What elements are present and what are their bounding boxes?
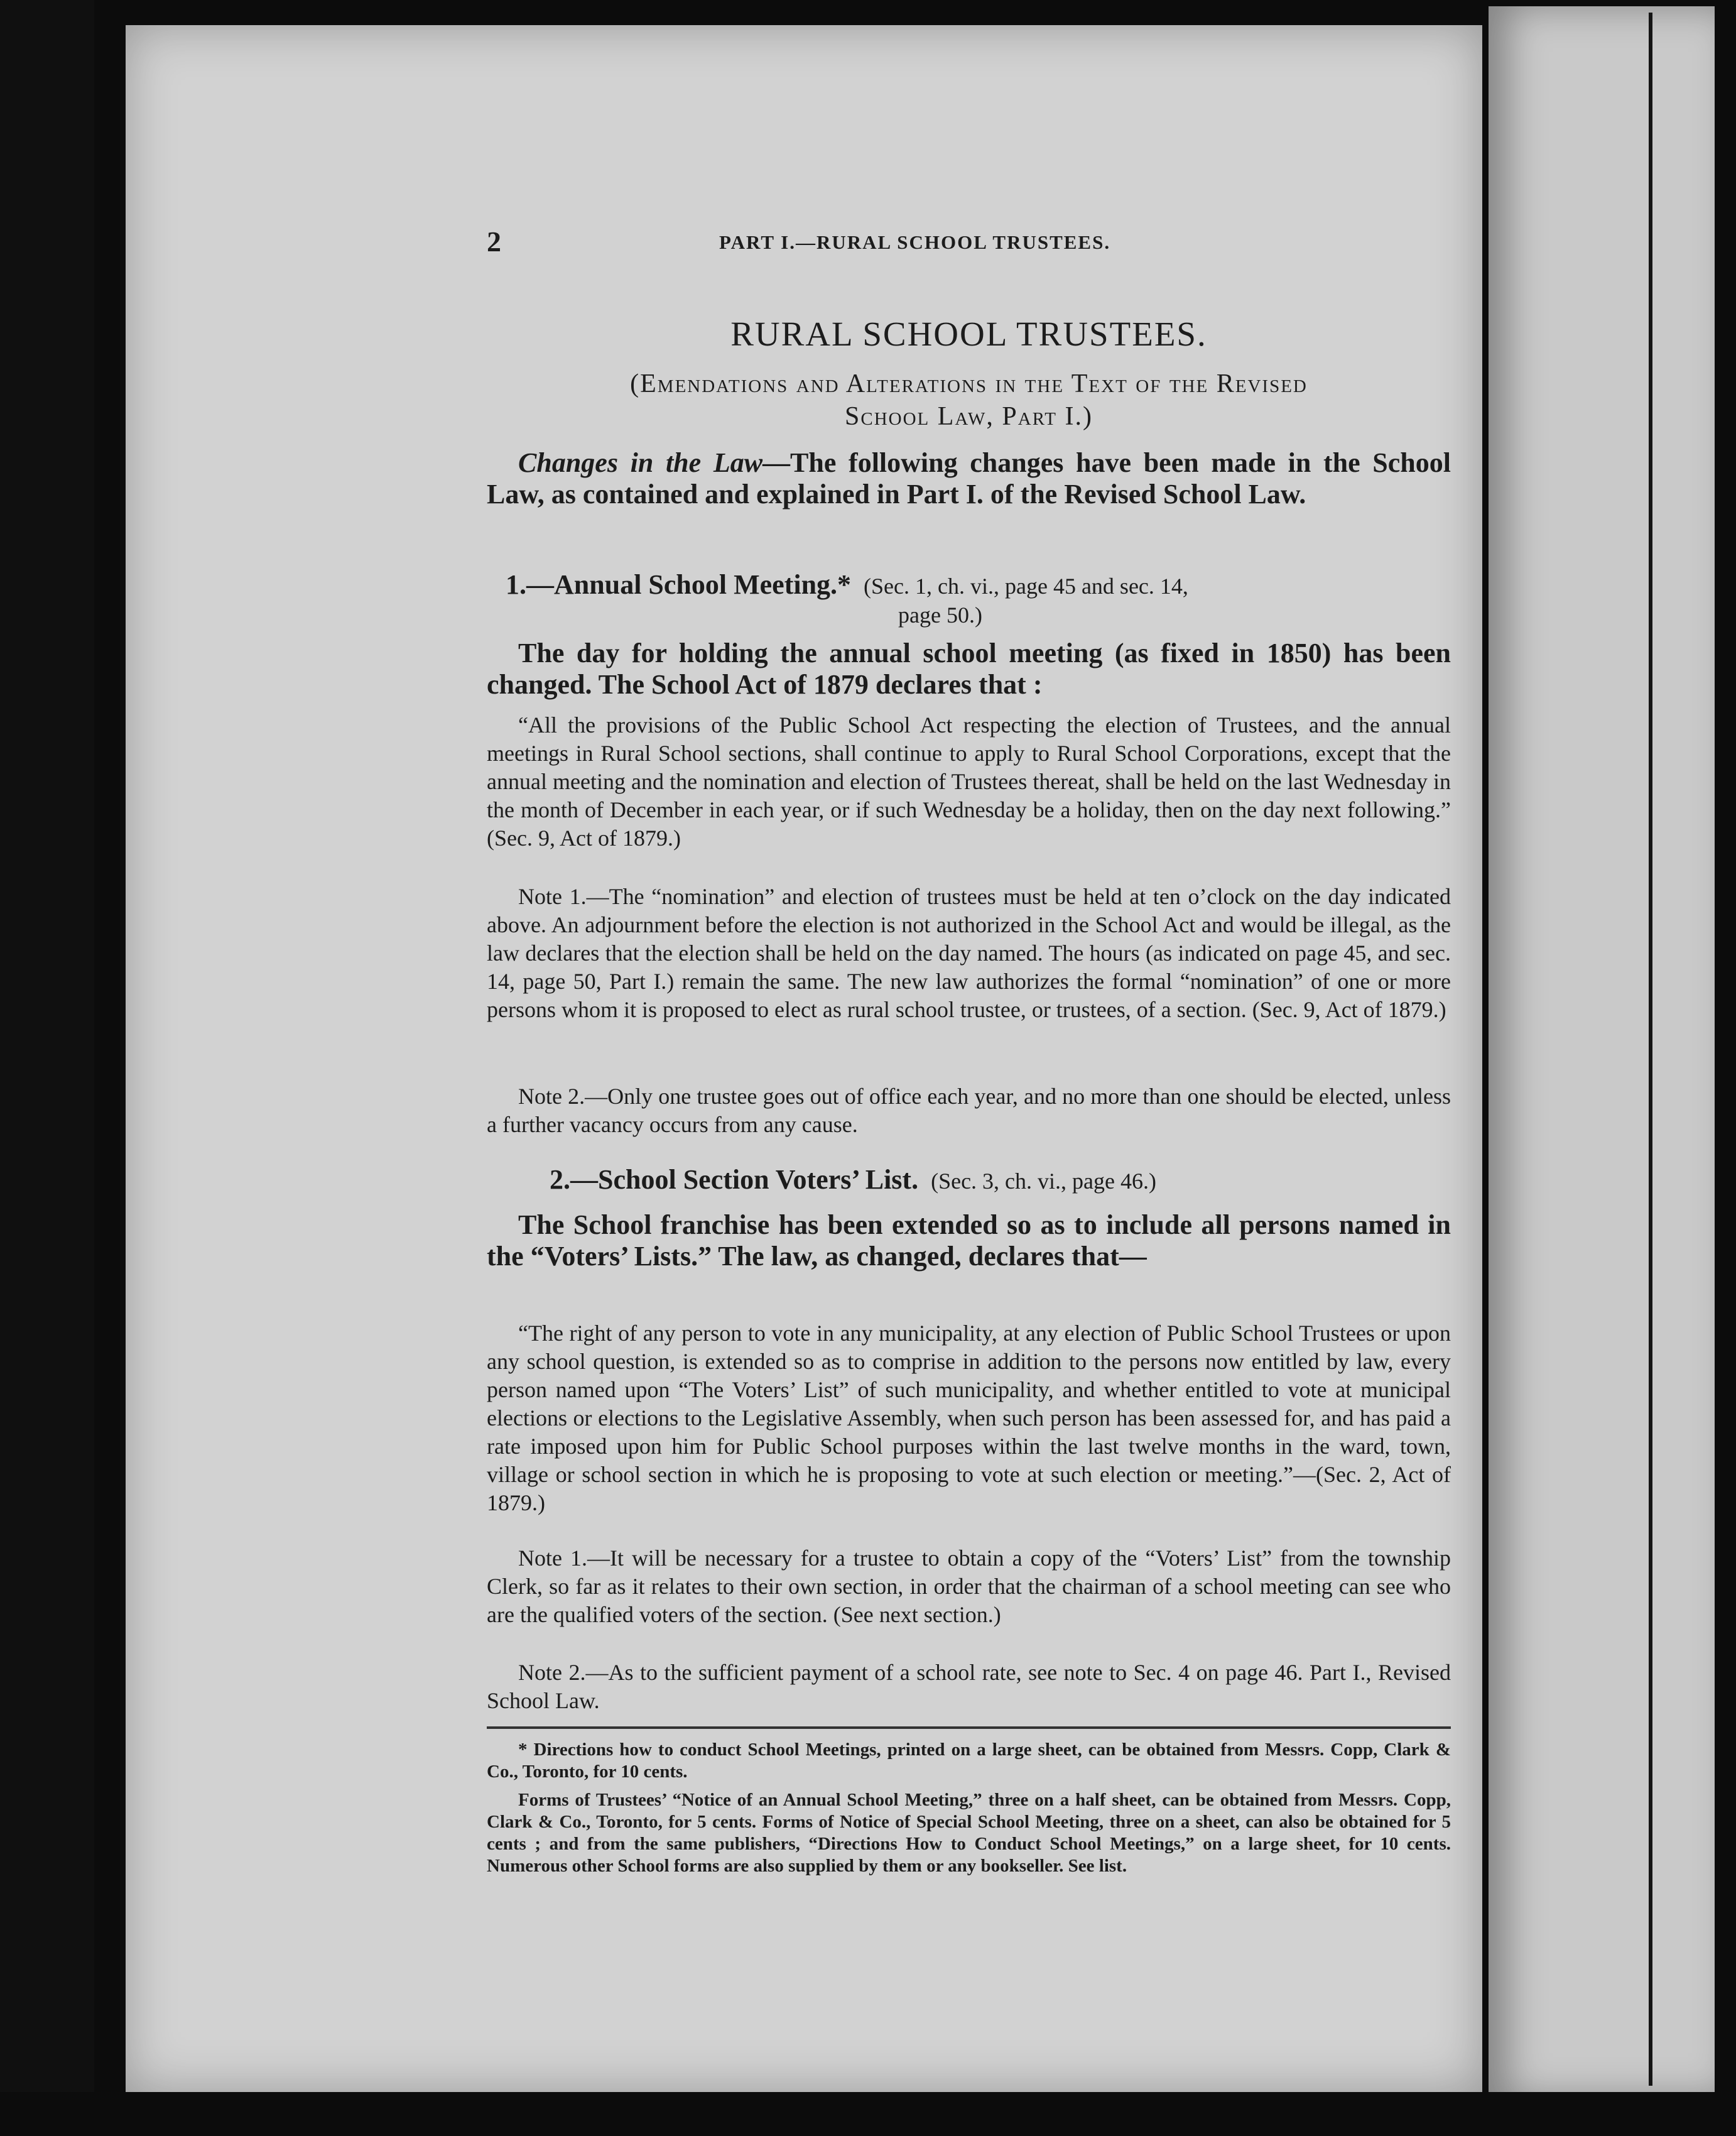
page-subtitle [487,368,1451,433]
intro-lead: Changes in the Law [518,447,763,478]
page-title: RURAL SCHOOL TRUSTEES. [730,315,1207,353]
section-1-quote: “All the provisions of the Public School Act respecting the election of Trustees, and the annual meetings in Rural School sections, shall continue to apply to Rural School Corporations, except that the annual meeting and the nomination and election of Trustees thereat, shall be held on the last Wednesday in the month of December in each year, or if such Wednesday be a holiday, then on the day next following.” (Sec. 9, Act of 1879.) [487,712,1451,851]
section-2-note-2: Note 2.—As to the sufficient payment of a school rate, see note to Sec. 4 on page 46. Part I., Revised School Law. [487,1660,1451,1713]
intro-paragraph [487,447,1451,510]
section-2-note-1: Note 1.—It will be necessary for a trustee to obtain a copy of the “Voters’ List” from the township Clerk, so far as it relates to their own section, in order that the chairman of a school meeting can see who are the qualified voters of the section. (See next section.) [487,1545,1451,1627]
section-1-note-2: Note 2.—Only one trustee goes out of office each year, and no more than one should be elected, unless a further vacancy occurs from any cause. [487,1084,1451,1137]
page-number: 2 [487,226,501,258]
section-1-ref: (Sec. 1, ch. vi., page 45 and sec. 14, [864,574,1188,599]
adjacent-page-edge [1489,6,1715,2098]
section-2-quote: “The right of any person to vote in any municipality, at any election of Public School Trustees or upon any school question, is extended so as to comprise in addition to the persons now entitled by law, every person named upon “The Voters’ List” of such municipality, and whether entitled to vote at municipal elections or elections to the Legislative Assembly, when such person has been assessed for, and has paid a rate imposed upon him for Public School purposes within the last twelve months in the ward, town, village or school section in which he is proposing to vote at such election or meeting.”—(Sec. 2, Act of 1879.) [487,1321,1451,1515]
section-1-ref-cont: page 50.) [898,602,982,628]
scan-border-bottom [0,2092,1736,2136]
section-2-heading [550,1163,1156,1196]
running-head [487,225,1451,256]
section-1-note-1: Note 1.—The “nomination” and election of trustees must be held at ten o’clock on the day indicated above. An adjournment before the election is not authorized in the School Act and would be illegal, as the law declares that the election shall be held on the day named. The hours (as indicated on page 45, and sec. 14, page 50, Part I.) remain the same. The new law authorizes the formal “nomination” of one or more persons whom it is proposed to elect as rural school trustee, or trustees, of a section. (Sec. 9, Act of 1879.) [487,884,1451,1022]
running-title: PART I.—RURAL SCHOOL TRUSTEES. [719,231,1111,253]
section-1-heading [506,569,1188,601]
section-1-title: 1.—Annual School Meeting.* [506,569,852,600]
footnote-1: * Directions how to conduct School Meetings, printed on a large sheet, can be obtained from Messrs. Copp, Clark & Co., Toronto, for 10 cents. [487,1740,1451,1782]
section-1-body: The day for holding the annual school meeting (as fixed in 1850) has been changed. The School Act of 1879 declares that : [487,638,1451,700]
footnote-2: Forms of Trustees’ “Notice of an Annual School Meeting,” three on a half sheet, can be obtained from Messrs. Copp, Clark & Co., Toronto, for 5 cents. Forms of Notice of Special School Meeting, three on a sheet, can also be obtained for 5 cents ; and from the same publishers, “Directions How to Conduct School Meetings,” on a large sheet, for 10 cents. Numerous other School forms are also supplied by them or any bookseller. See list. [487,1790,1451,1876]
section-2-ref: (Sec. 3, ch. vi., page 46.) [931,1169,1156,1194]
section-2-body: The School franchise has been extended so as to include all persons named in the “Voters’ Lists.” The law, as changed, declares that— [487,1209,1451,1272]
section-2-title: 2.—School Section Voters’ List. [550,1164,919,1195]
page-gutter-line [1649,13,1652,2086]
intro-text: —The following changes have been made in the School Law, as contained and explained in Part I. of the Revised School Law. [487,447,1451,509]
document-page [126,25,1482,2092]
subtitle-line-2: School Law, Part I.) [845,402,1093,431]
scan-border-left [0,0,94,2136]
subtitle-line-1: (Emendations and Alterations in the Text of the Revised [630,369,1308,398]
footnote-rule [487,1726,1451,1729]
